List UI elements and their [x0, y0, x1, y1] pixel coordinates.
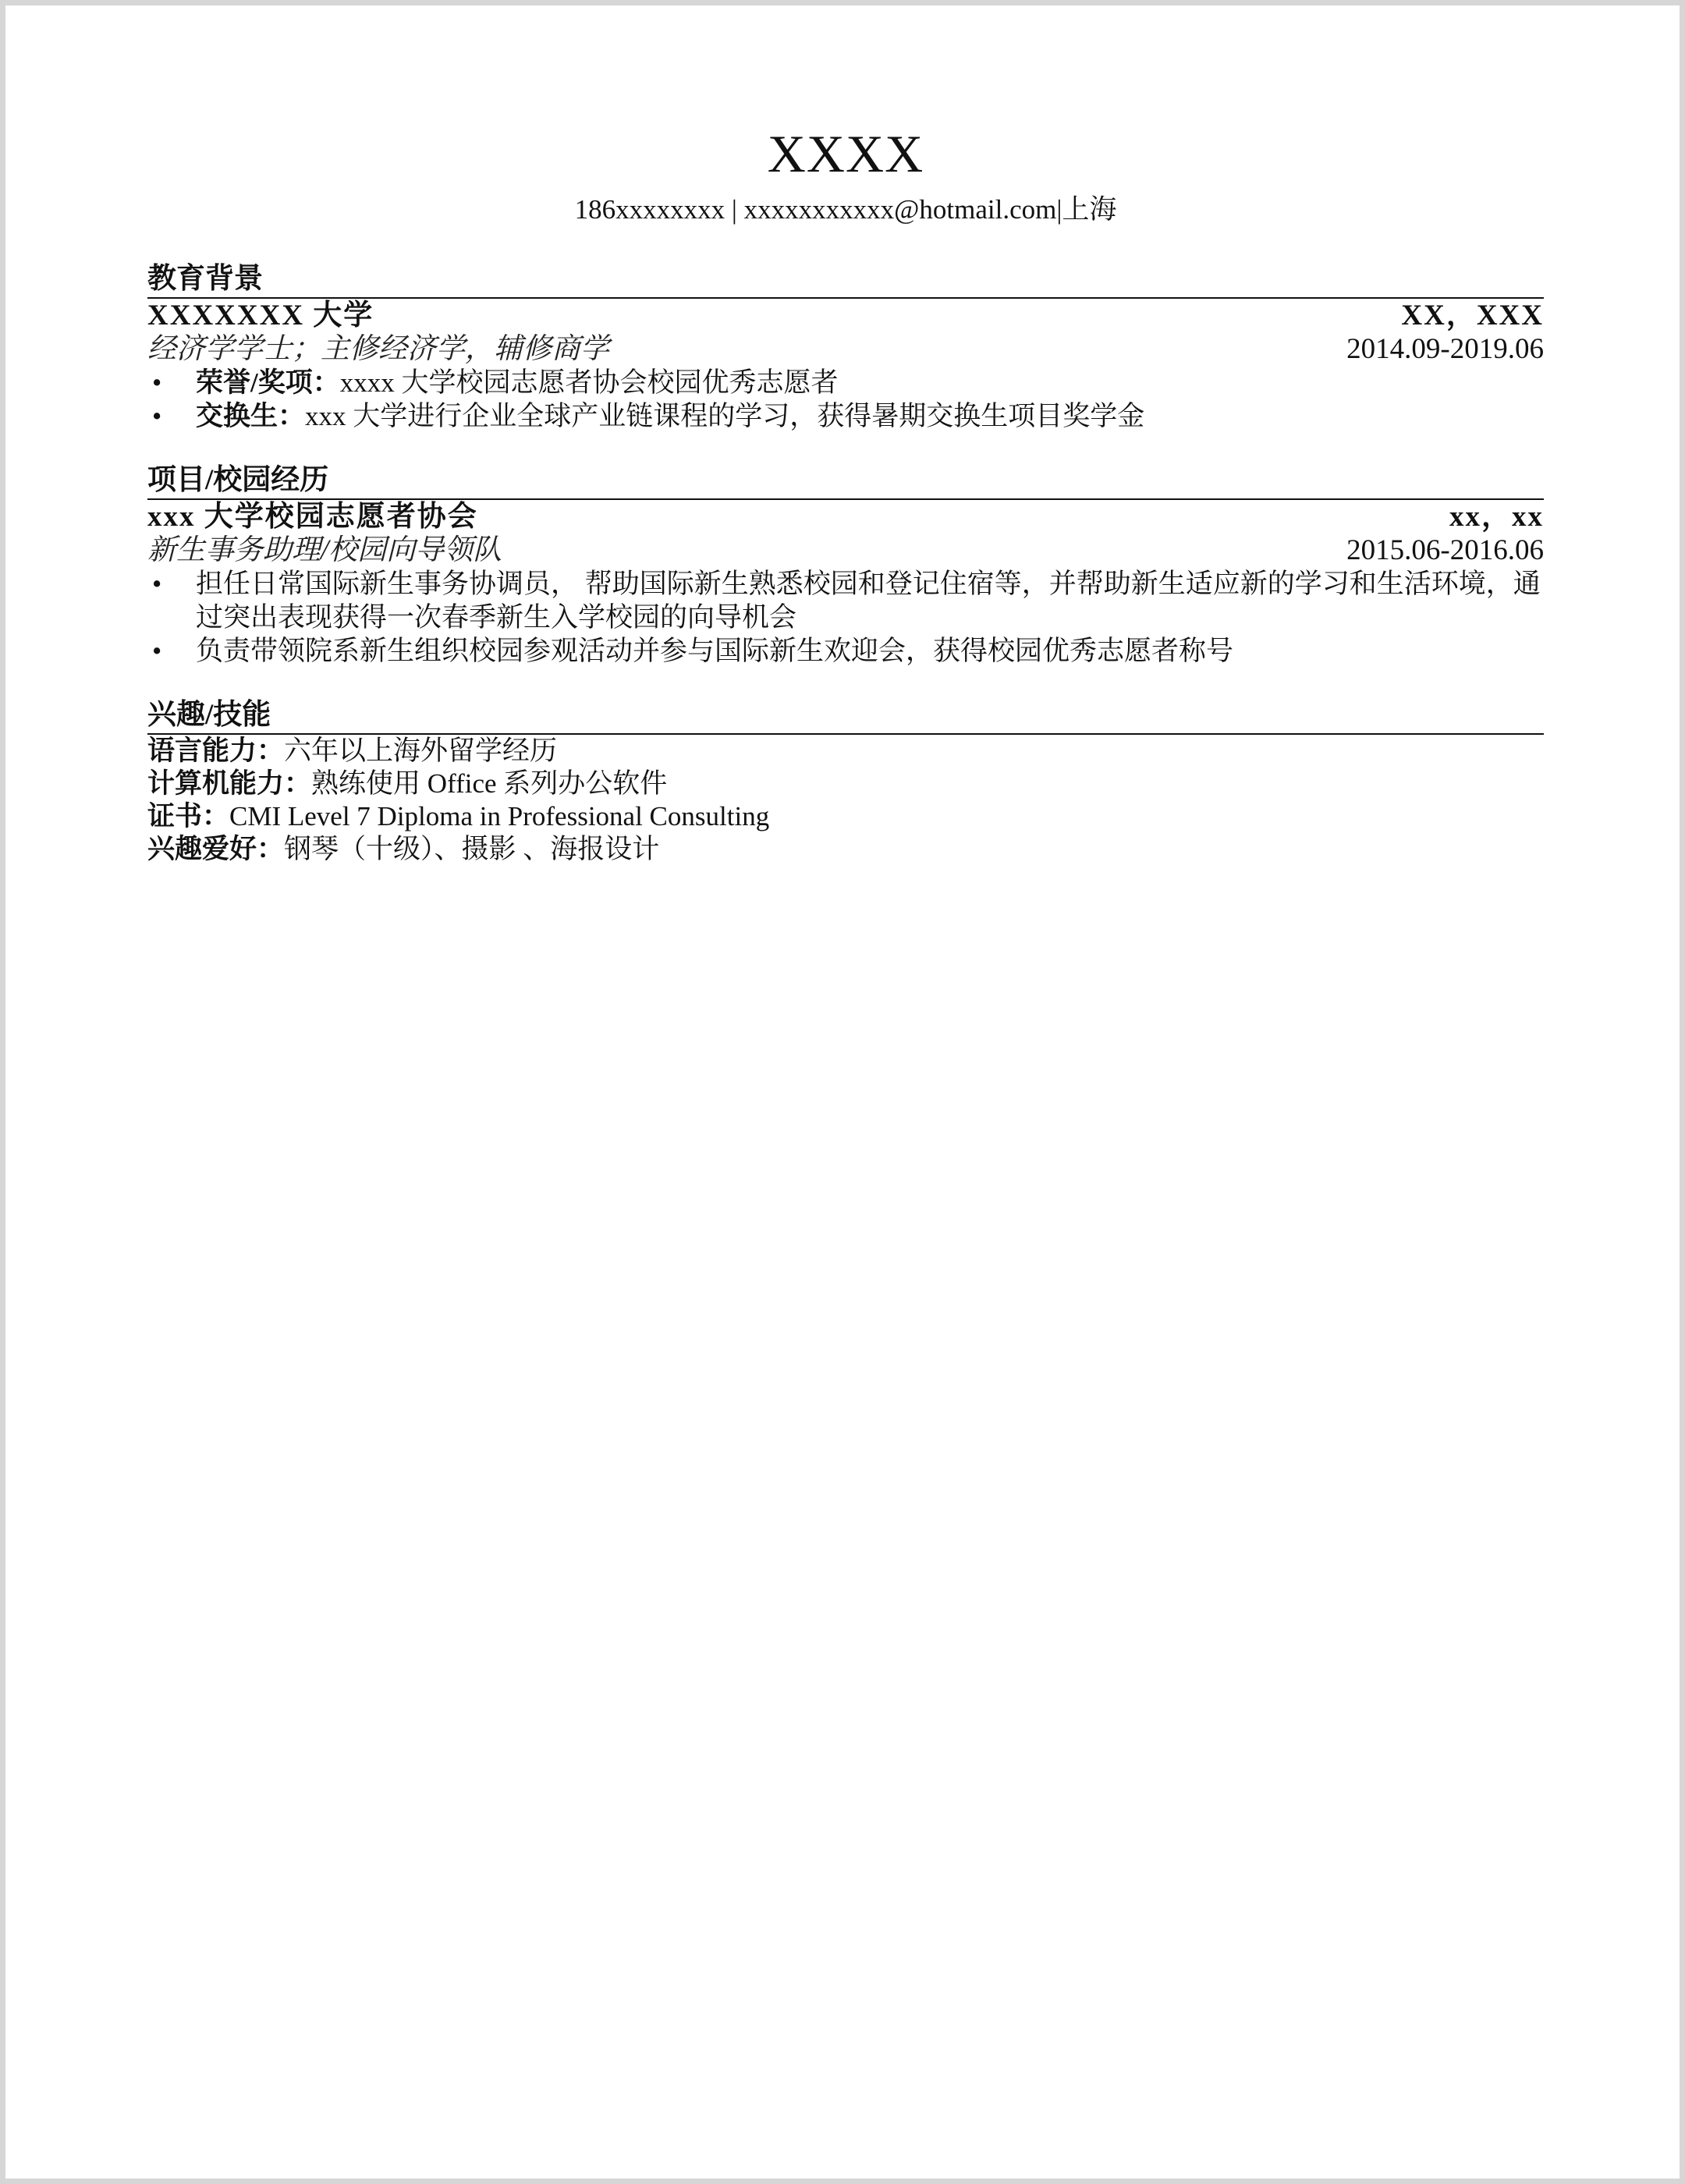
- list-item: [147, 366, 1544, 399]
- bullet-icon: •: [152, 636, 162, 666]
- projects-bullets: [147, 567, 1544, 668]
- bullet-label: 荣誉/奖项：: [196, 367, 340, 398]
- education-bullets: [147, 366, 1544, 433]
- list-item: [147, 567, 1544, 634]
- bullet-text: xxxx 大学校园志愿者协会校园优秀志愿者: [339, 367, 839, 398]
- skill-label: 计算机能力：: [147, 768, 312, 799]
- skill-item: [147, 833, 1544, 866]
- education-dates: 2014.09-2019.06: [1346, 333, 1544, 365]
- skill-label: 兴趣爱好：: [147, 834, 285, 864]
- bullet-text: 担任日常国际新生事务协调员， 帮助国际新生熟悉校园和登记住宿等，并帮助新生适应新的学习和生活环境，通过突出表现获得一次春季新生入学校园的向导机会: [196, 569, 1541, 633]
- skill-item: [147, 735, 1544, 768]
- role: 新生事务助理/校园向导领队: [147, 534, 502, 566]
- org-location: xx，xx: [1449, 501, 1544, 533]
- projects-org-row: [147, 500, 1544, 534]
- skill-text: 六年以上海外留学经历: [284, 736, 558, 766]
- projects-section: [147, 463, 1544, 668]
- skills-title: 兴趣/技能: [147, 697, 1544, 735]
- skills-section: [147, 697, 1544, 866]
- education-title: 教育背景: [147, 261, 1544, 299]
- skill-text: 熟练使用 Office 系列办公软件: [311, 768, 668, 799]
- bullet-label: 交换生：: [196, 401, 306, 431]
- resume-page: [5, 5, 1680, 2179]
- skill-item: [147, 800, 1544, 833]
- bullet-icon: •: [152, 367, 162, 398]
- list-item: [147, 634, 1544, 668]
- school-name: XXXXXXX 大学: [147, 300, 374, 332]
- bullet-text: 负责带领院系新生组织校园参观活动并参与国际新生欢迎会，获得校园优秀志愿者称号: [196, 636, 1234, 666]
- projects-dates: 2015.06-2016.06: [1346, 534, 1544, 566]
- degree: 经济学学士；主修经济学，辅修商学: [147, 333, 609, 365]
- school-location: XX，XXX: [1401, 300, 1544, 332]
- projects-title: 项目/校园经历: [147, 463, 1544, 500]
- bullet-icon: •: [152, 401, 162, 431]
- projects-role-row: [147, 534, 1544, 567]
- org-name: xxx 大学校园志愿者协会: [147, 501, 478, 533]
- bullet-icon: •: [152, 569, 162, 599]
- contact-line: 186xxxxxxxx | xxxxxxxxxxx@hotmail.com|上海: [574, 194, 1117, 225]
- skill-item: [147, 768, 1544, 800]
- skill-label: 证书：: [147, 801, 230, 831]
- skill-text: 钢琴（十级）、摄影 、海报设计: [284, 834, 660, 864]
- resume-content: [147, 122, 1544, 866]
- skill-text: CMI Level 7 Diploma in Professional Consulting: [229, 801, 770, 831]
- education-school-row: [147, 299, 1544, 332]
- candidate-name: XXXX: [767, 124, 924, 183]
- skill-label: 语言能力：: [147, 736, 285, 766]
- skills-list: [147, 735, 1544, 866]
- bullet-text: xxx 大学进行企业全球产业链课程的学习，获得暑期交换生项目奖学金: [305, 401, 1145, 431]
- education-section: [147, 261, 1544, 433]
- education-degree-row: [147, 332, 1544, 366]
- list-item: [147, 399, 1544, 433]
